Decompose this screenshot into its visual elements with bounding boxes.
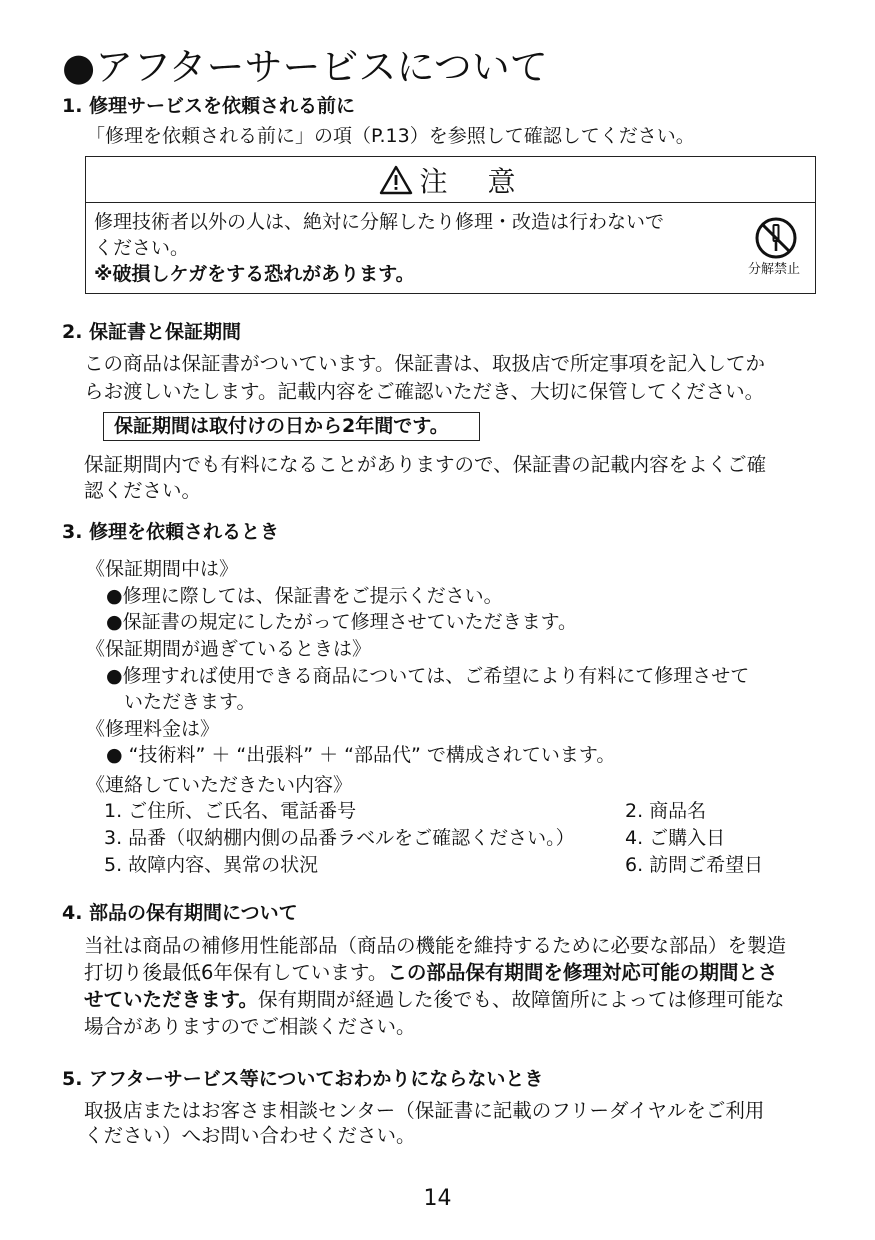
bullet-repair-per-terms: ●保証書の規定にしたがって修理させていただきます。 bbox=[106, 611, 578, 633]
section-4-line-4: 場合がありますのでご相談ください。 bbox=[84, 1015, 416, 1038]
subheading-after-warranty: 《保証期間が過ぎているときは》 bbox=[86, 638, 372, 660]
section-4-line-2 bbox=[84, 959, 777, 987]
caution-line-2: ください。 bbox=[94, 237, 190, 259]
section-4-line-1: 当社は商品の補修用性能部品（商品の機能を維持するために必要な部品）を製造 bbox=[84, 934, 787, 957]
section-4-line-3-text: 保有期間が経過した後でも、故障箇所によっては修理可能な bbox=[257, 988, 785, 1011]
no-disassembly-icon bbox=[754, 216, 798, 260]
section-2-heading: 2. 保証書と保証期間 bbox=[62, 321, 242, 343]
contact-item: 1. ご住所、ご氏名、電話番号 bbox=[104, 800, 357, 822]
contact-item: 6. 訪問ご希望日 bbox=[625, 854, 764, 876]
section-5-line-1: 取扱店またはお客さま相談センター（保証書に記載のフリーダイヤルをご利用 bbox=[84, 1099, 765, 1122]
caution-line-3: ※破損しケガをする恐れがあります。 bbox=[94, 263, 415, 285]
section-2-para-2-line-2: 認ください。 bbox=[84, 479, 202, 502]
section-1-heading: 1. 修理サービスを依頼される前に bbox=[62, 95, 356, 117]
section-5-heading: 5. アフターサービス等についておわかりにならないとき bbox=[62, 1068, 544, 1090]
contact-item: 4. ご購入日 bbox=[625, 827, 726, 849]
bullet-paid-repair-line-1: ●修理すれば使用できる商品については、ご希望により有料にて修理させて bbox=[106, 665, 750, 687]
warranty-period-box: 保証期間は取付けの日から2年間です。 bbox=[103, 412, 480, 441]
caution-title: 注 意 bbox=[419, 164, 522, 198]
bullet-fee-composition: ● “技術料” ＋ “出張料” ＋ “部品代” で構成されています。 bbox=[106, 744, 616, 766]
page-title: ●アフターサービスについて bbox=[62, 45, 548, 89]
no-disassembly-label: 分解禁止 bbox=[748, 262, 801, 277]
bullet-paid-repair-line-2: いただきます。 bbox=[124, 691, 256, 713]
subheading-repair-fee: 《修理料金は》 bbox=[86, 718, 220, 740]
section-5-line-2: ください）へお問い合わせください。 bbox=[84, 1124, 416, 1147]
caution-box bbox=[85, 156, 816, 294]
caution-line-1: 修理技術者以外の人は、絶対に分解したり修理・改造は行わないで bbox=[94, 211, 665, 233]
subheading-warranty-period: 《保証期間中は》 bbox=[86, 558, 239, 580]
contact-item: 3. 品番（収納棚内側の品番ラベルをご確認ください。） bbox=[104, 827, 575, 849]
section-2-para-2-line-1: 保証期間内でも有料になることがありますので、保証書の記載内容をよくご確 bbox=[84, 453, 767, 476]
section-4-line-2-emphasis: この部品保有期間を修理対応可能の期間とさ bbox=[387, 961, 778, 984]
section-4-line-2-text: 打切り後最低6年保有しています。 bbox=[84, 961, 388, 984]
section-4-line-3 bbox=[84, 986, 784, 1014]
page-number: 14 bbox=[423, 1186, 452, 1211]
section-3-heading: 3. 修理を依頼されるとき bbox=[62, 521, 280, 543]
section-2-para-1-line-1: この商品は保証書がついています。保証書は、取扱店で所定事項を記入してか bbox=[84, 352, 765, 375]
contact-item: 2. 商品名 bbox=[625, 800, 707, 822]
section-2-para-1-line-2: らお渡しいたします。記載内容をご確認いただき、大切に保管してください。 bbox=[84, 380, 765, 403]
bullet-present-warranty: ●修理に際しては、保証書をご提示ください。 bbox=[106, 585, 503, 607]
section-4-heading: 4. 部品の保有期間について bbox=[62, 902, 298, 924]
contact-item: 5. 故障内容、異常の状況 bbox=[104, 854, 319, 876]
caution-header bbox=[86, 157, 815, 203]
section-4-line-3-emphasis: せていただきます。 bbox=[84, 988, 258, 1011]
section-1-text: 「修理を依頼される前に」の項（P.13）を参照して確認してください。 bbox=[86, 125, 695, 147]
warning-triangle-icon bbox=[379, 165, 413, 195]
subheading-contact-info: 《連絡していただきたい内容》 bbox=[86, 774, 353, 796]
